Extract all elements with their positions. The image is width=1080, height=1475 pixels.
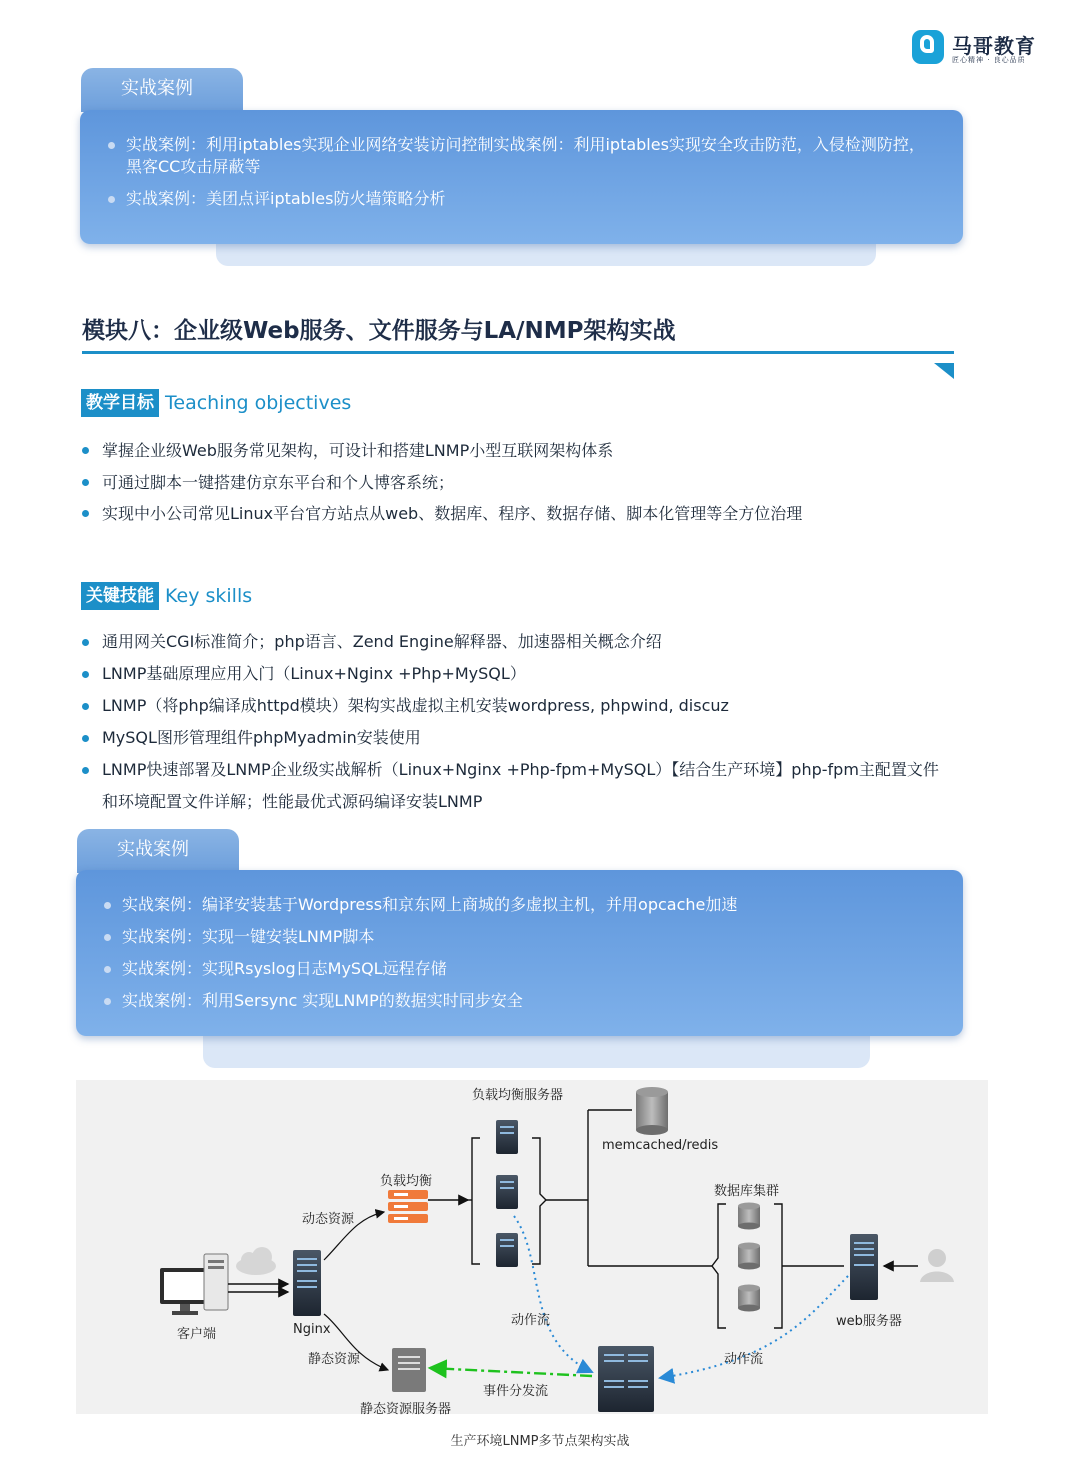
event-flow-label: 事件分发流 xyxy=(483,1384,549,1399)
list-item: 实战案例：实现Rsyslog日志MySQL远程存储 xyxy=(102,958,922,980)
list-item: 掌握企业级Web服务常见架构，可设计和搭建LNMP小型互联网架构体系 xyxy=(82,435,802,467)
diagram-graphics xyxy=(76,1080,988,1414)
database-icon xyxy=(738,1203,760,1230)
module-title: 模块八：企业级Web服务、文件服务与LA/NMP架构实战 xyxy=(82,318,676,344)
objectives-list xyxy=(82,435,802,530)
static-server-icon xyxy=(392,1348,426,1392)
case-tab: 实战案例 xyxy=(77,829,239,873)
central-server-icon xyxy=(598,1346,654,1412)
db-cluster-label: 数据库集群 xyxy=(714,1184,780,1199)
static-server-label: 静态资源服务器 xyxy=(360,1402,452,1417)
case-panel xyxy=(80,110,963,244)
list-item: 实战案例：美团点评iptables防火墙策略分析 xyxy=(106,188,926,210)
app-server-icon xyxy=(496,1120,518,1154)
skills-heading xyxy=(81,582,252,610)
corner-triangle-icon xyxy=(934,363,954,379)
action-flow-label: 动作流 xyxy=(724,1352,764,1367)
nginx-server-icon xyxy=(293,1250,321,1316)
app-server-icon xyxy=(496,1175,518,1209)
skills-label-en: Key skills xyxy=(165,585,253,607)
web-server-label: web服务器 xyxy=(836,1314,902,1329)
brand-tagline: 匠心精神 · 良心品质 xyxy=(952,56,1026,64)
list-item: 可通过脚本一键搭建仿京东平台和个人博客系统； xyxy=(82,467,802,499)
load-balancer-label: 负载均衡 xyxy=(380,1174,433,1189)
brand-mark-icon xyxy=(912,30,944,64)
list-item: MySQL图形管理组件phpMyadmin安装使用 xyxy=(82,722,952,754)
module-divider xyxy=(82,351,954,354)
case-list xyxy=(102,894,922,1012)
skills-list xyxy=(82,626,952,818)
diagram-caption: 生产环境LNMP多节点架构实战 xyxy=(450,1434,630,1449)
client-label: 客户端 xyxy=(177,1327,217,1342)
client-monitor-icon xyxy=(160,1254,228,1315)
case-list xyxy=(106,134,926,210)
brand-name: 马哥教育 xyxy=(952,34,1036,58)
dynamic-label: 动态资源 xyxy=(302,1212,355,1227)
list-item: LNMP快速部署及LNMP企业级实战解析（Linux+Nginx +Php-fpm+MySQL）【结合生产环境】php-fpm主配置文件和环境配置文件详解；性能最优式源码编译安装LNMP xyxy=(82,754,952,818)
lb-servers-label: 负载均衡服务器 xyxy=(472,1088,564,1103)
architecture-diagram xyxy=(76,1080,988,1417)
nginx-label: Nginx xyxy=(293,1322,331,1337)
list-item: 实现中小公司常见Linux平台官方站点从web、数据库、程序、数据存储、脚本化管理等全方位治理 xyxy=(82,498,802,530)
cache-database-icon xyxy=(636,1087,668,1135)
app-server-icon xyxy=(496,1233,518,1267)
action-flow-label: 动作流 xyxy=(511,1313,551,1328)
list-item: 通用网关CGI标准简介；php语言、Zend Engine解释器、加速器相关概念介绍 xyxy=(82,626,952,658)
list-item: 实战案例：编译安装基于Wordpress和京东网上商城的多虚拟主机，并用opcache加速 xyxy=(102,894,922,916)
load-balancer-icon xyxy=(388,1190,428,1223)
objectives-label-cn: 教学目标 xyxy=(81,389,159,417)
list-item: 实战案例：利用Sersync 实现LNMP的数据实时同步安全 xyxy=(102,990,922,1012)
list-item: 实战案例：实现一键安装LNMP脚本 xyxy=(102,926,922,948)
web-server-icon xyxy=(850,1234,878,1300)
list-item: LNMP（将php编译成httpd模块）架构实战虚拟主机安装wordpress, phpwind, discuz xyxy=(82,690,952,722)
database-icon xyxy=(738,1243,760,1270)
cloud-icon xyxy=(236,1247,276,1275)
list-item: LNMP基础原理应用入门（Linux+Nginx +Php+MySQL） xyxy=(82,658,952,690)
objectives-heading xyxy=(81,389,351,417)
case-panel xyxy=(76,870,963,1036)
list-item: 实战案例：利用iptables实现企业网络安装访问控制实战案例：利用iptables实现安全攻击防范，入侵检测防控，黑客CC攻击屏蔽等 xyxy=(106,134,926,178)
database-icon xyxy=(738,1285,760,1312)
static-label: 静态资源 xyxy=(308,1352,361,1367)
brand-logo xyxy=(912,28,1042,68)
objectives-label-en: Teaching objectives xyxy=(165,392,352,414)
skills-label-cn: 关键技能 xyxy=(81,582,159,610)
cache-label: memcached/redis xyxy=(602,1138,719,1153)
user-icon xyxy=(920,1249,954,1282)
case-tab: 实战案例 xyxy=(81,68,243,112)
